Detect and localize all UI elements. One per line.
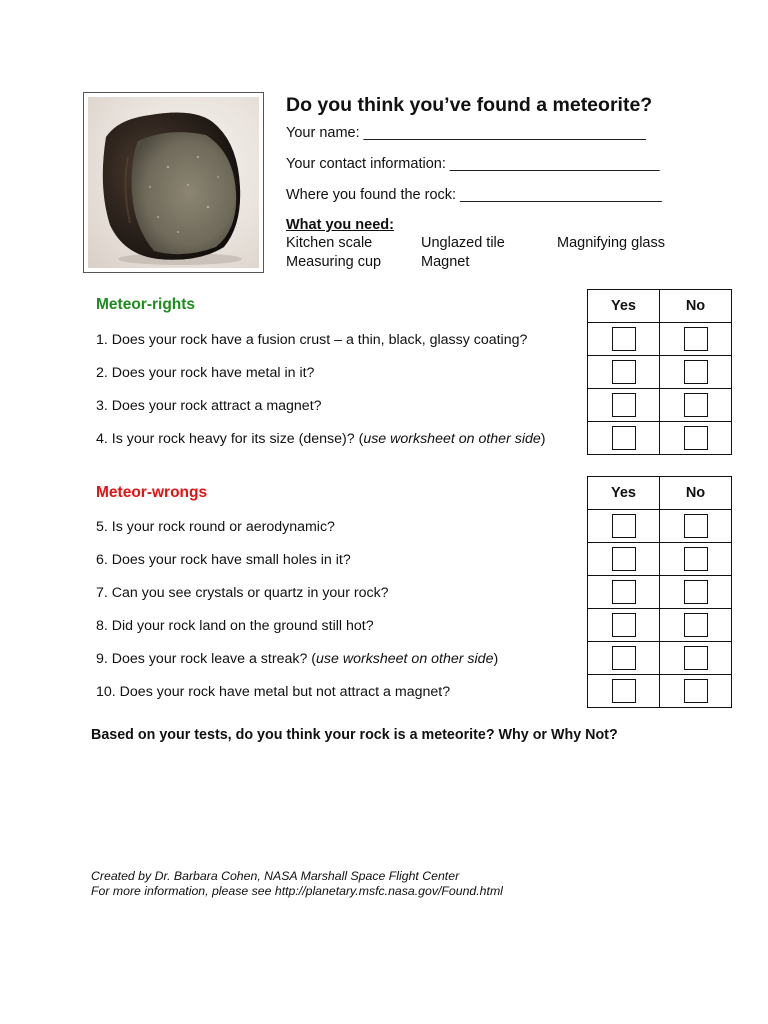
- page-title: Do you think you’ve found a meteorite?: [286, 94, 653, 116]
- question-text: 6. Does your rock have small holes in it?: [96, 552, 351, 568]
- q10-yes-checkbox[interactable]: [612, 679, 636, 703]
- question-text-end: ): [493, 651, 499, 667]
- answer-cell: [588, 609, 660, 642]
- question-text: 10. Does your rock have metal but not attract a magnet?: [96, 684, 451, 700]
- meteor-wrongs-heading: Meteor-wrongs: [96, 484, 208, 501]
- answer-cell: [660, 323, 732, 356]
- more-info-line: For more information, please see http://planetary.msfc.nasa.gov/Found.html: [91, 884, 503, 898]
- answer-cell: [660, 510, 732, 543]
- question-9: [96, 651, 498, 667]
- answer-cell: [588, 389, 660, 422]
- location-label: Where you found the rock:: [286, 187, 457, 203]
- contact-blank[interactable]: __________________________: [449, 156, 660, 172]
- q2-yes-checkbox[interactable]: [612, 360, 636, 384]
- what-you-need-heading: What you need:: [286, 217, 394, 233]
- question-3: [96, 398, 322, 414]
- q2-no-checkbox[interactable]: [684, 360, 708, 384]
- q9-yes-checkbox[interactable]: [612, 646, 636, 670]
- q10-no-checkbox[interactable]: [684, 679, 708, 703]
- name-blank[interactable]: ___________________________________: [363, 125, 646, 141]
- question-5: [96, 519, 335, 535]
- need-item: Kitchen scale: [286, 235, 373, 251]
- need-item: Magnet: [421, 254, 470, 270]
- question-text: 9. Does your rock leave a streak? (: [96, 651, 317, 667]
- credit-line: Created by Dr. Barbara Cohen, NASA Marshall Space Flight Center: [91, 869, 460, 883]
- meteorite-image: [88, 97, 259, 268]
- need-item: Unglazed tile: [421, 235, 505, 251]
- q8-yes-checkbox[interactable]: [612, 613, 636, 637]
- name-field[interactable]: [286, 125, 646, 141]
- q7-no-checkbox[interactable]: [684, 580, 708, 604]
- question-10: [96, 684, 450, 700]
- question-2: [96, 365, 314, 381]
- location-field[interactable]: [286, 187, 662, 203]
- meteor-wrongs-answer-table: [587, 476, 732, 708]
- question-note: use worksheet on other side: [363, 431, 541, 447]
- q4-yes-checkbox[interactable]: [612, 426, 636, 450]
- q6-yes-checkbox[interactable]: [612, 547, 636, 571]
- question-text-end: ): [540, 431, 546, 447]
- answer-cell: [588, 642, 660, 675]
- no-header: No: [660, 290, 732, 323]
- q1-no-checkbox[interactable]: [684, 327, 708, 351]
- meteorite-photo: [83, 92, 264, 273]
- answer-cell: [588, 510, 660, 543]
- answer-cell: [660, 642, 732, 675]
- contact-field[interactable]: [286, 156, 660, 172]
- answer-cell: [660, 609, 732, 642]
- q7-yes-checkbox[interactable]: [612, 580, 636, 604]
- answer-cell: [588, 675, 660, 708]
- answer-cell: [660, 356, 732, 389]
- name-label: Your name:: [286, 125, 360, 141]
- q5-no-checkbox[interactable]: [684, 514, 708, 538]
- question-text: 2. Does your rock have metal in it?: [96, 365, 315, 381]
- question-6: [96, 552, 351, 568]
- answer-cell: [588, 543, 660, 576]
- question-4: [96, 431, 546, 447]
- answer-cell: [660, 422, 732, 455]
- location-blank[interactable]: _________________________: [460, 187, 662, 203]
- need-item: Magnifying glass: [557, 235, 665, 251]
- need-item: Measuring cup: [286, 254, 382, 270]
- meteor-rights-heading: Meteor-rights: [96, 296, 196, 313]
- no-header: No: [660, 477, 732, 510]
- q3-no-checkbox[interactable]: [684, 393, 708, 417]
- answer-cell: [588, 323, 660, 356]
- question-text: 7. Can you see crystals or quartz in your rock?: [96, 585, 389, 601]
- answer-cell: [660, 543, 732, 576]
- answer-cell: [660, 675, 732, 708]
- question-note: use worksheet on other side: [316, 651, 494, 667]
- q8-no-checkbox[interactable]: [684, 613, 708, 637]
- question-text: 5. Is your rock round or aerodynamic?: [96, 519, 335, 535]
- q4-no-checkbox[interactable]: [684, 426, 708, 450]
- q5-yes-checkbox[interactable]: [612, 514, 636, 538]
- question-text: 4. Is your rock heavy for its size (dense)? (: [96, 431, 364, 447]
- question-8: [96, 618, 374, 634]
- q9-no-checkbox[interactable]: [684, 646, 708, 670]
- answer-cell: [588, 576, 660, 609]
- yes-header: Yes: [588, 477, 660, 510]
- conclusion-question: Based on your tests, do you think your rock is a meteorite? Why or Why Not?: [91, 727, 618, 743]
- q1-yes-checkbox[interactable]: [612, 327, 636, 351]
- answer-cell: [660, 389, 732, 422]
- yes-header: Yes: [588, 290, 660, 323]
- q6-no-checkbox[interactable]: [684, 547, 708, 571]
- contact-label: Your contact information:: [286, 156, 446, 172]
- question-text: 8. Did your rock land on the ground still hot?: [96, 618, 374, 634]
- meteor-rights-answer-table: [587, 289, 732, 455]
- answer-cell: [660, 576, 732, 609]
- meteorite-rock-graphic: [88, 97, 259, 268]
- question-1: [96, 332, 527, 348]
- question-text: 1. Does your rock have a fusion crust – a thin, black, glassy coating?: [96, 332, 528, 348]
- question-7: [96, 585, 389, 601]
- answer-cell: [588, 422, 660, 455]
- answer-cell: [588, 356, 660, 389]
- question-text: 3. Does your rock attract a magnet?: [96, 398, 322, 414]
- q3-yes-checkbox[interactable]: [612, 393, 636, 417]
